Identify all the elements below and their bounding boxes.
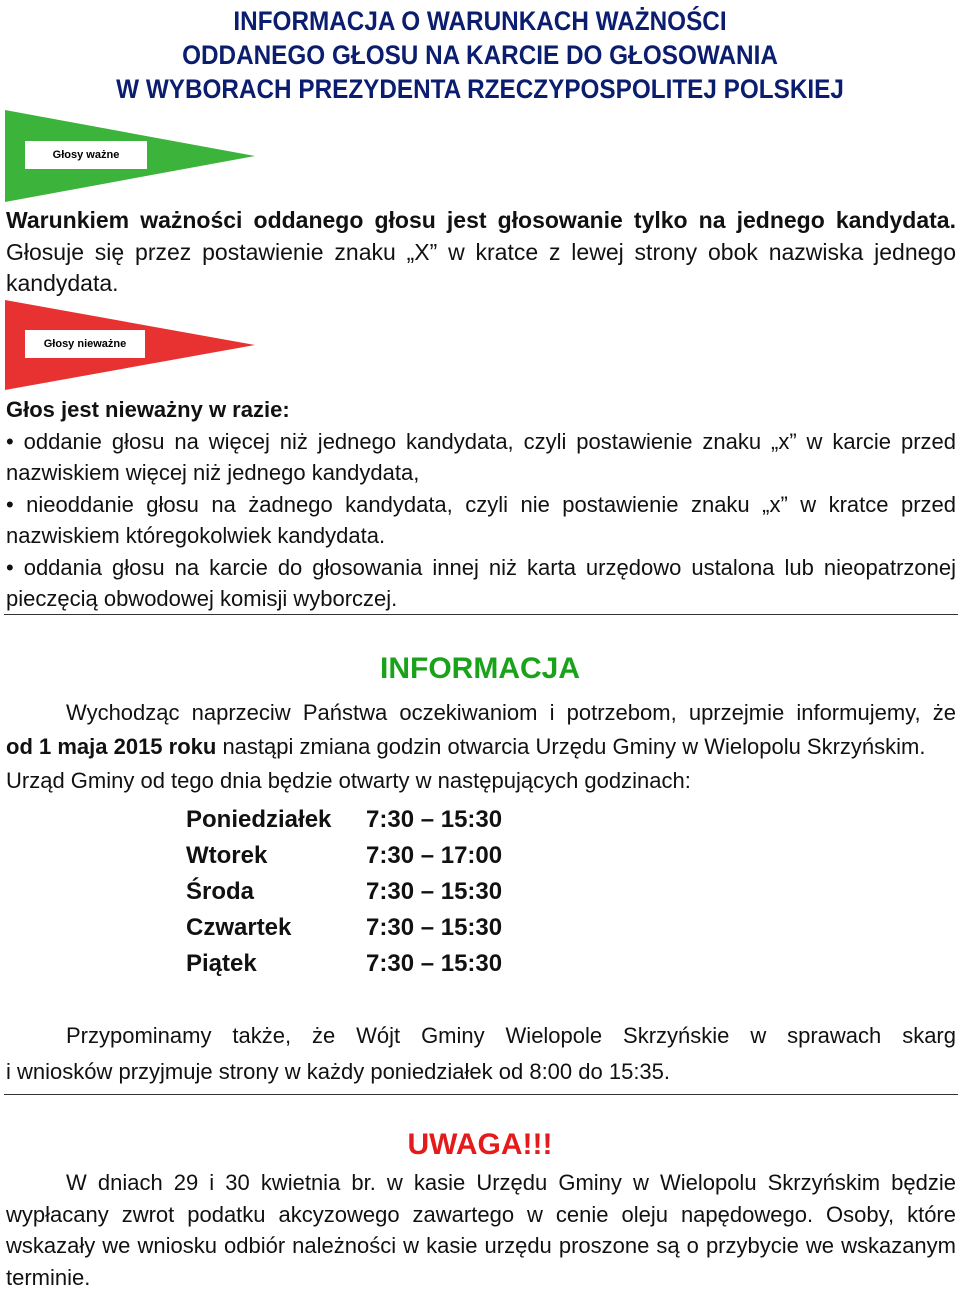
uwaga-heading: UWAGA!!! <box>0 1128 960 1162</box>
hours-row <box>186 874 566 910</box>
invalid-bullet-1-line-2: nazwiskiem więcej niż jednego kandydata, <box>6 457 956 489</box>
invalid-votes-pennant <box>5 300 255 390</box>
opening-hours-table <box>186 802 566 982</box>
hours-day: Wtorek <box>186 838 366 874</box>
reminder-text <box>6 1018 956 1090</box>
info-date-bold: od 1 maja 2015 roku <box>6 734 216 759</box>
invalid-bullet-3-line-2: pieczęcią obwodowej komisji wyborczej. <box>6 583 956 615</box>
reminder-line-2: i wniosków przyjmuje strony w każdy poniedziałek od 8:00 do 15:35. <box>6 1054 956 1090</box>
hours-day: Czwartek <box>186 910 366 946</box>
title-line-2: ODDANEGO GŁOSU NA KARCIE DO GŁOSOWANIA <box>48 38 912 72</box>
valid-votes-text <box>6 205 956 300</box>
hours-time: 7:30 – 17:00 <box>366 838 566 874</box>
uwaga-line-2: wypłacany zwrot podatku akcyzowego zawartego w cenie oleju napędowego. Osoby, które <box>6 1199 956 1231</box>
hours-row <box>186 910 566 946</box>
hours-row <box>186 838 566 874</box>
reminder-line-1: Przypominamy także, że Wójt Gminy Wielopole Skrzyńskie w sprawach skarg <box>6 1018 956 1054</box>
title-line-3: W WYBORACH PREZYDENTA RZECZYPOSPOLITEJ POLSKIEJ <box>48 72 912 106</box>
invalid-bullet-1-line-1: • oddanie głosu na więcej niż jednego kandydata, czyli postawienie znaku „x” w karcie przed <box>6 426 956 458</box>
hours-day: Poniedziałek <box>186 802 366 838</box>
divider-1 <box>4 614 958 615</box>
uwaga-text <box>6 1167 956 1293</box>
invalid-votes-label: Głosy nieważne <box>25 330 145 358</box>
info-text <box>6 696 956 798</box>
hours-time: 7:30 – 15:30 <box>366 802 566 838</box>
valid-votes-label: Głosy ważne <box>25 141 147 169</box>
invalid-heading: Głos jest nieważny w razie: <box>6 394 956 426</box>
hours-time: 7:30 – 15:30 <box>366 874 566 910</box>
divider-2 <box>4 1094 958 1095</box>
hours-day: Środa <box>186 874 366 910</box>
hours-time: 7:30 – 15:30 <box>366 946 566 982</box>
hours-time: 7:30 – 15:30 <box>366 910 566 946</box>
valid-votes-pennant <box>5 110 255 202</box>
info-p2: Urząd Gminy od tego dnia będzie otwarty w następujących godzinach: <box>6 764 956 798</box>
uwaga-line-1: W dniach 29 i 30 kwietnia br. w kasie Urzędu Gminy w Wielopolu Skrzyńskim będzie <box>6 1167 956 1199</box>
valid-text-line-3: kandydata. <box>6 270 119 296</box>
valid-text-line-2: Głosuje się przez postawienie znaku „X” w kratce z lewej strony obok nazwiska jednego <box>6 237 956 269</box>
info-p1-line-2-rest: nastąpi zmiana godzin otwarcia Urzędu Gminy w Wielopolu Skrzyńskim. <box>216 734 925 759</box>
uwaga-line-4: terminie. <box>6 1262 956 1293</box>
document-title <box>48 4 912 106</box>
invalid-votes-text <box>6 394 956 615</box>
info-p1-line-1: Wychodząc naprzeciw Państwa oczekiwaniom i potrzebom, uprzejmie informujemy, że <box>6 696 956 730</box>
valid-text-line-1: Warunkiem ważności oddanego głosu jest głosowanie tylko na jednego kandydata. <box>6 205 956 237</box>
info-heading: INFORMACJA <box>0 652 960 686</box>
invalid-bullet-2-line-2: nazwiskiem któregokolwiek kandydata. <box>6 520 956 552</box>
invalid-bullet-3-line-1: • oddania głosu na karcie do głosowania innej niż karta urzędowo ustalona lub nieopatrzonej <box>6 552 956 584</box>
invalid-bullet-2-line-1: • nieoddanie głosu na żadnego kandydata, czyli nie postawienie znaku „x” w kratce przed <box>6 489 956 521</box>
info-p1-line-2 <box>6 730 956 764</box>
hours-day: Piątek <box>186 946 366 982</box>
title-line-1: INFORMACJA O WARUNKACH WAŻNOŚCI <box>48 4 912 38</box>
uwaga-line-3: wskazały we wniosku odbiór należności w kasie urzędu proszone są o przybycie we wskazanym <box>6 1230 956 1262</box>
hours-row <box>186 802 566 838</box>
hours-row <box>186 946 566 982</box>
